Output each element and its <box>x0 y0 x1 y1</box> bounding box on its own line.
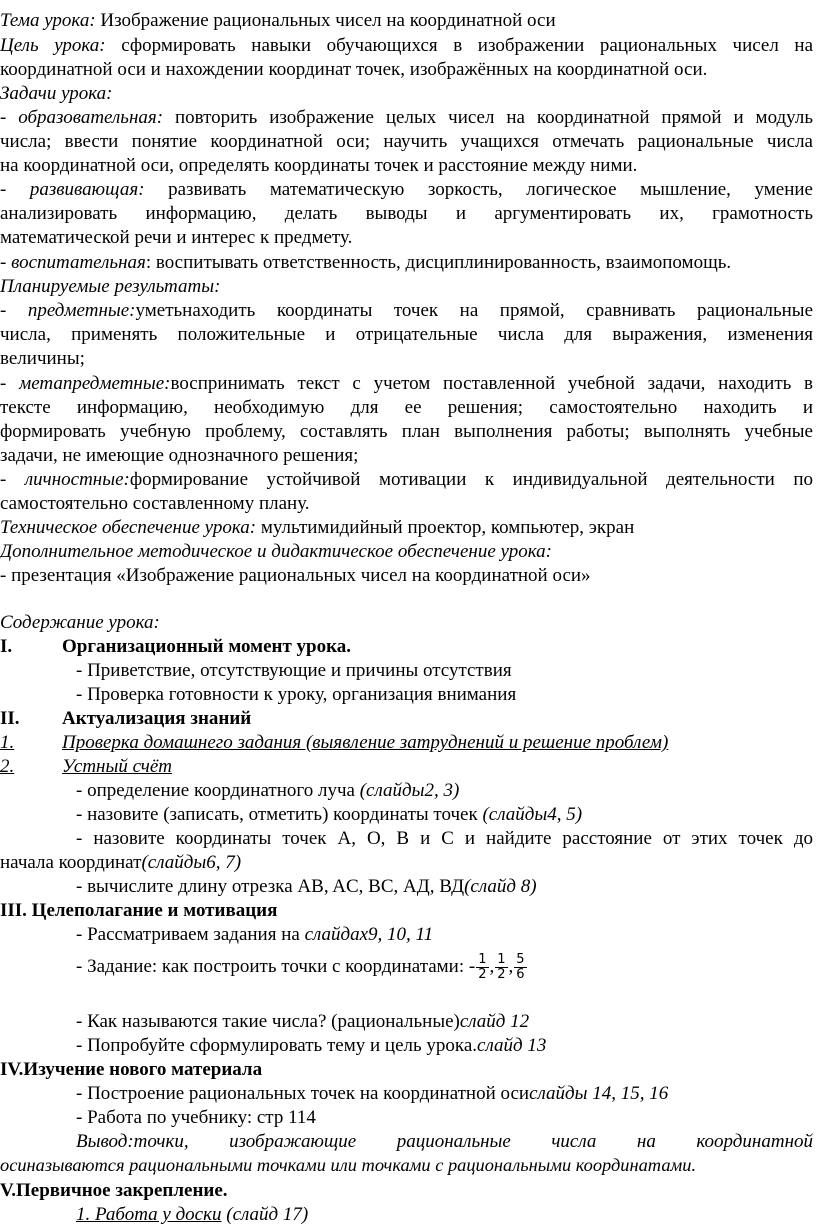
section-2-item-cont: начала координат(слайды6, 7) <box>0 852 242 873</box>
edu-line-2: числа; ввести понятие координатной оси; научить учащихся отмечать рациональные числа <box>0 131 813 152</box>
subject-line-2: числа, применять положительные и отрицательные числа для выражения, изменения <box>0 324 813 345</box>
personal-line-2: самостоятельно составленному плану. <box>0 493 310 514</box>
subject-line-1: - предметные:уметьнаходить координаты точек на прямой, сравнивать рациональные <box>0 300 814 321</box>
section-3-item: - Рассматриваем задания на слайдах9, 10, 11 <box>76 924 434 945</box>
subject-label: - предметные: <box>0 300 136 321</box>
section-4-item: - Работа по учебнику: стр 114 <box>76 1107 316 1128</box>
meta-line-3: формировать учебную проблему, составлять план выполнения работы; выполнять учебные <box>0 421 813 442</box>
tech-line: Техническое обеспечение урока: мультимидийный проектор, компьютер, экран <box>0 517 635 538</box>
extra-heading: Дополнительное методическое и дидактическое обеспечение урока: <box>0 541 552 562</box>
section-5-item: 1. Работа у доски (слайд 17) <box>76 1204 309 1225</box>
upbringing-label: - воспитательная <box>0 252 146 273</box>
section-3-item: - Попробуйте сформулировать тему и цель урока.слайд 13 <box>76 1035 547 1056</box>
dev-label: - развивающая: <box>0 179 145 200</box>
dev-line-3: математической речи и интерес к предмету. <box>0 227 353 248</box>
meta-line-4: задачи, не имеющие однозначного решения; <box>0 445 359 466</box>
section-4-title: IV.Изучение нового материала <box>0 1059 263 1080</box>
goal-line-2: координатной оси и нахождении координат точек, изображённых на координатной оси. <box>0 59 708 80</box>
upbringing-line: - воспитательная: воспитывать ответственность, дисциплинированность, взаимопомощь. <box>0 252 732 273</box>
dev-line-1: - развивающая: развивать математическую зоркость, логическое мышление, умение <box>0 179 813 200</box>
meta-line-1: - метапредметные:воспринимать текст с учетом поставленной учебной задачи, находить в <box>0 373 813 394</box>
section-2-subitem-2: 2. Устный счёт <box>0 756 172 777</box>
topic-value: Изображение рациональных чисел на координатной оси <box>95 10 556 31</box>
topic-label: Тема урока: <box>0 10 96 31</box>
section-5-title: V.Первичное закрепление. <box>0 1180 228 1201</box>
goal-line-1: Цель урока: сформировать навыки обучающихся в изображении рациональных чисел на <box>0 35 814 56</box>
section-2-item: - вычислите длину отрезка AB, AC, BC, АД, ВД(слайд 8) <box>76 876 537 897</box>
section-3-item-fractions: - Задание: как построить точки с координатами: - $\frac{1}{2}$ , $\frac{1}{2}$ , $\frac{5}{6}$ <box>76 952 525 983</box>
section-1-title: I. Организационный момент урока. <box>0 636 352 657</box>
section-4-item: - Построение рациональных точек на координатной осислайды 14, 15, 16 <box>76 1083 669 1104</box>
topic-line <box>0 9 813 32</box>
section-2-subitem-1: 1. Проверка домашнего задания (выявление затруднений и решение проблем) <box>0 732 669 753</box>
edu-label: - образовательная: <box>0 107 164 128</box>
conclusion-line-1: Вывод:точки, изображающие рациональные числа на координатной <box>76 1131 813 1152</box>
section-1-item: - Приветствие, отсутствующие и причины отсутствия <box>76 660 512 681</box>
personal-label: - личностные: <box>0 469 130 490</box>
section-2-item: - назовите координаты точек A, O, B и C и найдите расстояние от этих точек до <box>76 828 813 849</box>
results-heading: Планируемые результаты: <box>0 276 221 297</box>
conclusion-line-2: осиназываются рациональными точками или точками с рациональными координатами. <box>0 1155 697 1175</box>
section-2-item: - определение координатного луча (слайды2, 3) <box>76 780 460 801</box>
meta-line-2: тексте информацию, необходимую для ее решения; самостоятельно находить и <box>0 397 813 418</box>
edu-line-3: на координатной оси, определять координаты точек и расстояние между ними. <box>0 155 638 176</box>
presentation-line: - презентация «Изображение рациональных чисел на координатной оси» <box>0 565 591 586</box>
section-2-item: - назовите (записать, отметить) координаты точек (слайды4, 5) <box>76 804 583 825</box>
fraction: $\frac{5}{6}$ <box>516 952 525 983</box>
goal-label: Цель урока: <box>0 35 106 56</box>
section-1-item: - Проверка готовности к уроку, организация внимания <box>76 684 517 705</box>
fraction: $\frac{1}{2}$ <box>497 952 506 983</box>
fraction: $\frac{1}{2}$ <box>478 952 487 983</box>
personal-line-1: - личностные:формирование устойчивой мотивации к индивидуальной деятельности по <box>0 469 814 490</box>
section-3-title: III. Целеполагание и мотивация <box>0 900 278 921</box>
dev-line-2: анализировать информацию, делать выводы и аргументировать их, грамотность <box>0 203 813 224</box>
subject-line-3: величины; <box>0 348 85 369</box>
section-2-title: II. Актуализация знаний <box>0 708 252 729</box>
tasks-heading: Задачи урока: <box>0 83 113 104</box>
edu-line-1: - образовательная: повторить изображение целых чисел на координатной прямой и модуль <box>0 107 813 128</box>
content-heading: Содержание урока: <box>0 612 160 633</box>
section-3-item: - Как называются такие числа? (рациональные)слайд 12 <box>76 1011 530 1032</box>
tech-label: Техническое обеспечение урока: <box>0 517 257 538</box>
meta-label: - метапредметные: <box>0 373 171 394</box>
